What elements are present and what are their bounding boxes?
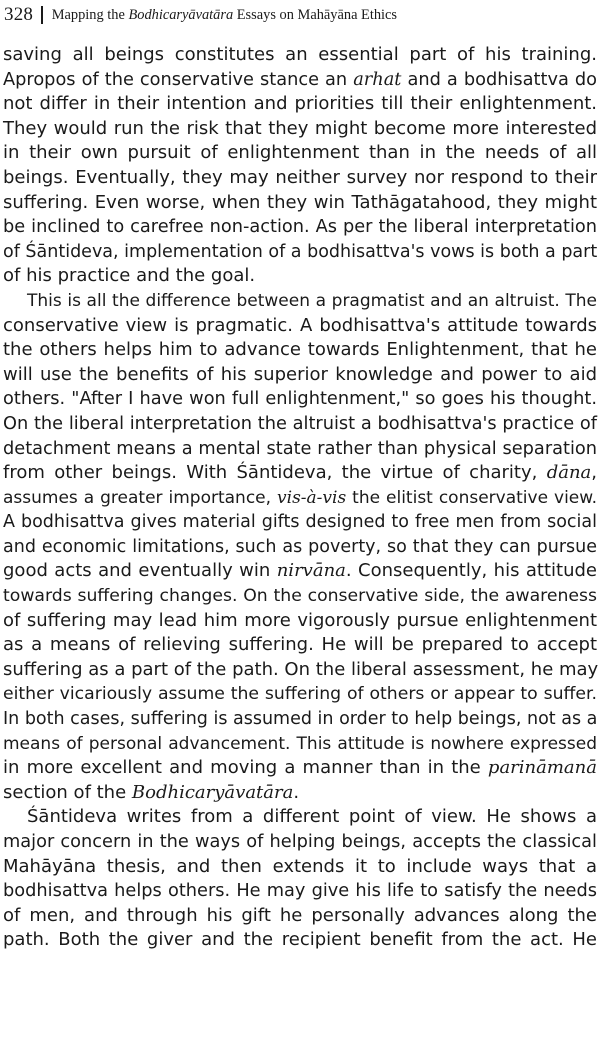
line-text: will use the benefits of his superior knowledge and power to aid	[3, 363, 597, 385]
text-line	[3, 928, 597, 953]
body-text	[3, 43, 597, 953]
text-line	[3, 904, 597, 929]
line-text: They would run the risk that they might become more interested	[3, 117, 597, 139]
line-text: section of the	[3, 781, 132, 803]
line-text: means of personal advancement. This attitude is nowhere expressed	[3, 733, 597, 754]
text-line	[3, 781, 597, 806]
line-text-after: the elitist conservative view.	[346, 487, 597, 508]
line-text: This is all the difference between a pragmatist and an altruist. The	[27, 290, 597, 311]
line-text: beings. Eventually, they may neither survey nor respond to their	[3, 166, 597, 188]
text-line	[3, 486, 597, 511]
line-text: of men, and through his gift he personally advances along the	[3, 904, 597, 926]
text-line	[3, 264, 597, 289]
line-text-after: and a bodhisattva do	[401, 69, 597, 90]
text-line	[3, 240, 597, 265]
text-line	[3, 338, 597, 363]
running-header	[4, 4, 397, 26]
text-line	[3, 658, 597, 683]
running-title-suffix: Essays on Mahāyāna Ethics	[233, 6, 398, 23]
line-text: from other beings. With Śāntideva, the virtue of charity,	[3, 462, 547, 484]
running-title	[52, 7, 397, 24]
text-line	[3, 215, 597, 240]
italic-term: nirvāna	[276, 560, 346, 582]
text-line	[3, 510, 597, 535]
text-line	[3, 141, 597, 166]
text-line	[3, 289, 597, 314]
text-line	[3, 191, 597, 216]
text-line	[3, 437, 597, 462]
line-text-after: ,	[591, 462, 597, 484]
text-line	[3, 412, 597, 437]
line-text: good acts and eventually win	[3, 560, 277, 582]
line-text: others. "After I have won full enlightenment," so goes his thought.	[3, 389, 597, 410]
text-line	[3, 707, 597, 732]
text-line	[3, 609, 597, 634]
text-line	[3, 314, 597, 339]
line-text: in more excellent and moving a manner than in the	[3, 757, 488, 779]
line-text: the others helps him to advance towards Enlightenment, that he	[3, 339, 597, 361]
line-text: and economic limitations, such as poverty, so that they can pursue	[3, 536, 597, 557]
line-text: of Śāntideva, implementation of a bodhisattva's vows is both a part	[3, 241, 598, 262]
line-text: Śāntideva writes from a different point of view. He shows a	[27, 806, 597, 828]
line-text: path. Both the giver and the recipient benefit from the act. He	[3, 929, 597, 951]
text-line	[3, 732, 597, 757]
line-text: conservative view is pragmatic. A bodhisattva's attitude towards	[3, 314, 597, 336]
text-line	[3, 855, 597, 880]
line-text: In both cases, suffering is assumed in order to help beings, not as a	[3, 709, 598, 730]
line-text: assumes a greater importance,	[3, 487, 278, 508]
line-text: of suffering may lead him more vigorously pursue enlightenment	[3, 609, 597, 631]
running-title-prefix: Mapping the	[51, 6, 129, 23]
text-line	[3, 117, 597, 142]
italic-term: vis-à-vis	[277, 487, 347, 508]
line-text: major concern in the ways of helping beings, accepts the classical	[3, 832, 597, 852]
text-line	[3, 805, 597, 830]
line-text-after: .	[293, 781, 300, 803]
italic-term: dāna	[546, 462, 592, 484]
text-line	[3, 92, 597, 117]
line-text: suffering as a part of the path. On the liberal assessment, he may	[3, 658, 599, 680]
text-line	[3, 43, 597, 68]
italic-term: arhat	[353, 69, 402, 90]
line-text: either vicariously assume the suffering of others or appear to suffer.	[3, 684, 597, 705]
header-divider	[41, 6, 43, 24]
page-number: 328	[4, 4, 34, 25]
line-text: Mahāyāna thesis, and then extends it to include ways that a	[3, 855, 597, 877]
text-line	[3, 68, 597, 93]
line-text: Apropos of the conservative stance an	[3, 69, 354, 90]
text-line	[3, 461, 597, 486]
text-line	[3, 584, 597, 609]
line-text: On the liberal interpretation the altruist a bodhisattva's practice of	[3, 413, 597, 434]
line-text: bodhisattva helps others. He may give his life to satisfy the needs	[3, 881, 597, 902]
text-line	[3, 879, 597, 904]
line-text: as a means of relieving suffering. He will be prepared to accept	[3, 634, 597, 656]
text-line	[3, 387, 597, 412]
line-text-after: . Consequently, his attitude	[345, 560, 597, 582]
text-line	[3, 830, 597, 855]
italic-term: parināmanā	[487, 757, 597, 779]
text-line	[3, 535, 597, 560]
text-line	[3, 559, 597, 584]
line-text: A bodhisattva gives material gifts designed to free men from social	[3, 512, 597, 533]
line-text: be inclined to carefree non-action. As per the liberal interpretation	[3, 217, 597, 238]
line-text: not differ in their intention and priorities till their enlightenment.	[3, 93, 597, 115]
text-line	[3, 633, 597, 658]
line-text: in their own pursuit of enlightenment than in the needs of all	[3, 142, 597, 164]
text-line	[3, 166, 597, 191]
italic-term: Bodhicaryāvatāra	[131, 781, 294, 803]
line-text: of his practice and the goal.	[3, 265, 256, 287]
line-text: saving all beings constitutes an essential part of his training.	[3, 44, 597, 65]
running-title-italic: Bodhicaryāvatāra	[128, 6, 234, 23]
text-line	[3, 682, 597, 707]
line-text: towards suffering changes. On the conservative side, the awareness	[3, 586, 597, 607]
line-text: detachment means a mental state rather than physical separation	[3, 438, 597, 459]
text-line	[3, 756, 597, 781]
line-text: suffering. Even worse, when they win Tathāgatahood, they might	[3, 191, 597, 213]
text-line	[3, 363, 597, 388]
